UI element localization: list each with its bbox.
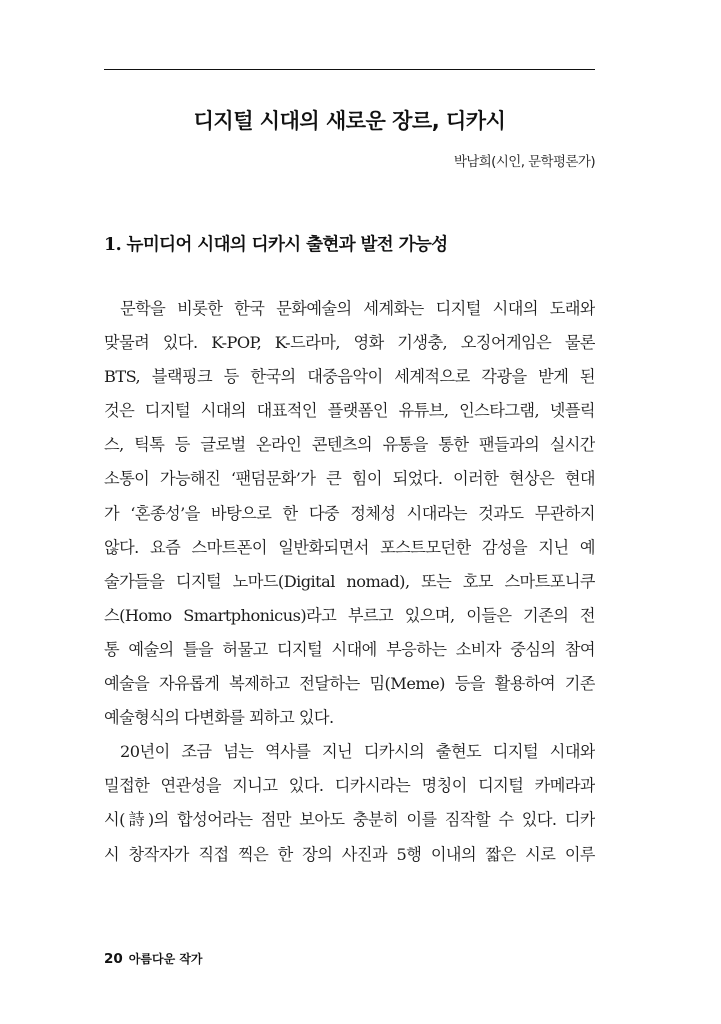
publication-name: 아름다운 작가: [128, 952, 203, 966]
paragraph-line: 시 창작자가 직접 찍은 한 장의 사진과 5행 이내의 짧은 시로 이루: [104, 844, 595, 864]
paragraph-line: 맞물려 있다. K-POP, K-드라마, 영화 기생충, 오징어게임은 물론: [104, 333, 595, 353]
paragraph-line: 소통이 가능해진 ‘팬덤문화’가 큰 힘이 되었다. 이러한 현상은 현대: [104, 469, 595, 489]
article-title: 디지털 시대의 새로운 장르, 디카시: [193, 109, 506, 133]
paragraph-line: 가 ‘혼종성’을 바탕으로 한 다중 정체성 시대라는 것과도 무관하지: [104, 503, 595, 523]
paragraph-line: 것은 디지털 시대의 대표적인 플랫폼인 유튜브, 인스타그램, 넷플릭: [104, 401, 595, 421]
paragraph-line: 술가들을 디지털 노마드(Digital nomad), 또는 호모 스마트포니쿠: [104, 571, 595, 591]
page-footer: [104, 950, 203, 967]
section-heading: 1. 뉴미디어 시대의 디카시 출현과 발전 가능성: [104, 235, 448, 255]
paragraph-line: BTS, 블랙핑크 등 한국의 대중음악이 세계적으로 각광을 받게 된: [104, 367, 595, 387]
paragraph-line: 문학을 비롯한 한국 문화예술의 세계화는 디지털 시대의 도래와: [120, 299, 595, 318]
paragraph-line: 통 예술의 틀을 허물고 디지털 시대에 부응하는 소비자 중심의 참여: [104, 639, 595, 659]
body-text: [104, 292, 595, 872]
paragraph-line: 예술형식의 다변화를 꾀하고 있다.: [104, 708, 334, 728]
header-rule: [104, 69, 595, 70]
paragraph-line: 스(Homo Smartphonicus)라고 부르고 있으며, 이들은 기존의 전: [104, 605, 595, 625]
paragraph-line: 20년이 조금 넘는 역사를 지닌 디카시의 출현도 디지털 시대와: [120, 742, 595, 762]
author-byline: 박남희(시인, 문학평론가): [453, 154, 595, 170]
paragraph-line: 시(詩)의 합성어라는 점만 보아도 충분히 이를 짐작할 수 있다. 디카: [104, 810, 595, 830]
paragraph-line: 스, 틱톡 등 글로벌 온라인 콘텐츠의 유통을 통한 팬들과의 실시간: [104, 435, 595, 455]
paragraph-line: 예술을 자유롭게 복제하고 전달하는 밈(Meme) 등을 활용하여 기존: [104, 674, 595, 694]
paragraph-line: 밀접한 연관성을 지니고 있다. 디카시라는 명칭이 디지털 카메라과: [104, 776, 595, 796]
page-number: 20: [104, 951, 123, 967]
paragraph-line: 않다. 요즘 스마트폰이 일반화되면서 포스트모던한 감성을 지닌 예: [104, 537, 595, 557]
